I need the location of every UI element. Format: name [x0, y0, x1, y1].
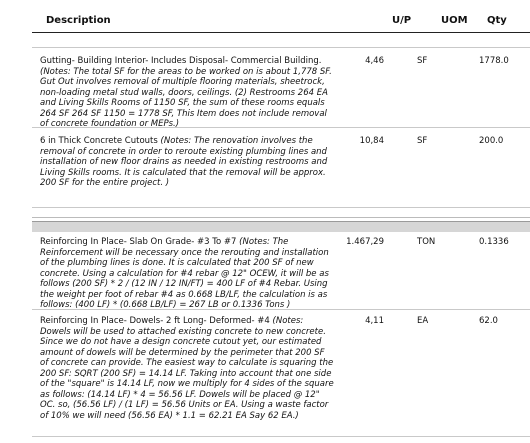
row-description — [40, 56, 335, 130]
row-description — [40, 136, 335, 189]
row-uom: SF — [417, 136, 428, 146]
row-description — [40, 237, 335, 311]
section-divider — [32, 208, 530, 231]
row-note: (Notes: The total SF for the areas to be worked on is about 1,778 SF. Gut Out involves removal of multiple flooring materials, sheetrock, non-loading metal stud walls, doors, ceilings. (2) Restrooms 264 EA and Living Skills Rooms of 1150 SF, the sum of these rooms equals 264 SF 264 SF 1150 = 1778 SF, This Item does not include removal of concrete foundation or MEPs.) — [40, 66, 332, 129]
row-title: Reinforcing In Place- Dowels- 2 ft Long- Deformed- #4 — [40, 316, 270, 326]
row-uom: EA — [417, 316, 429, 326]
row-unit-price: 4,46 — [365, 56, 384, 66]
row-uom: SF — [417, 56, 428, 66]
row-title: 6 in Thick Concrete Cutouts — [40, 136, 158, 146]
row-qty: 1778.0 — [479, 56, 509, 66]
table-row — [32, 48, 530, 128]
section-spacer — [32, 33, 530, 48]
row-qty: 62.0 — [479, 316, 498, 326]
table-header — [32, 0, 530, 33]
estimate-table — [32, 0, 530, 437]
row-title: Gutting- Building Interior- Includes Disposal- Commercial Building. — [40, 56, 322, 66]
row-qty: 200.0 — [479, 136, 504, 146]
header-qty: Qty — [487, 15, 507, 26]
header-uom: UOM — [441, 15, 468, 26]
row-unit-price: 10,84 — [359, 136, 384, 146]
row-unit-price: 4,11 — [365, 316, 384, 326]
row-note: (Notes: The renovation involves the removal of concrete in order to reroute existing plumbing lines and installation of new floor drains as needed in existing restrooms and Living Skills rooms. It is calculated that the removal will be approx. 200 SF for the entire project. ) — [40, 136, 328, 188]
row-unit-price: 1.467,29 — [346, 237, 384, 247]
row-description — [40, 316, 335, 421]
table-row — [32, 231, 530, 310]
row-note: (Notes: Dowels will be used to attached existing concrete to new concrete. Since we do not have a design concrete cutout yet, our estimated amount of dowels will be determined by the perimeter that 200 SF of concrete can provide. The easiest way to calculate is squaring the 200 SF: SQRT (200 SF) = 14.14 LF. Taking into account that one side of the "square" is 14.14 LF, now we multiply for 4 sides of the square as follows: (14.14 LF) * 4 = 56.56 LF. Dowels will be placed @ 12" OC. so, (56.56 LF) / (1 LF) = 56.56 Units or EA. Using a waste factor of 10% we will need (56.56 EA) * 1.1 = 62.21 EA Say 62 EA.) — [40, 316, 334, 421]
table-row — [32, 128, 530, 208]
row-title: Reinforcing In Place- Slab On Grade- #3 To #7 — [40, 237, 237, 247]
row-uom: TON — [417, 237, 436, 247]
table-row — [32, 310, 530, 437]
row-qty: 0.1336 — [479, 237, 509, 247]
header-description: Description — [46, 15, 111, 26]
header-unit-price: U/P — [392, 15, 412, 26]
row-note: (Notes: The Reinforcement will be necessary once the rerouting and installation of the plumbing lines is done. It is calculated that 200 SF of new concrete. Using a calculation for #4 rebar @ 12" OCEW, it will be as follows (200 SF) * 2 / (12 IN / 12 IN/FT) = 400 LF of #4 Rebar. Using the weight per foot of rebar #4 as 0.668 LB/LF, the calculation is as follows: (400 LF) * (0.668 LB/LF) = 267 LB or 0.1336 Tons ) — [40, 237, 329, 310]
